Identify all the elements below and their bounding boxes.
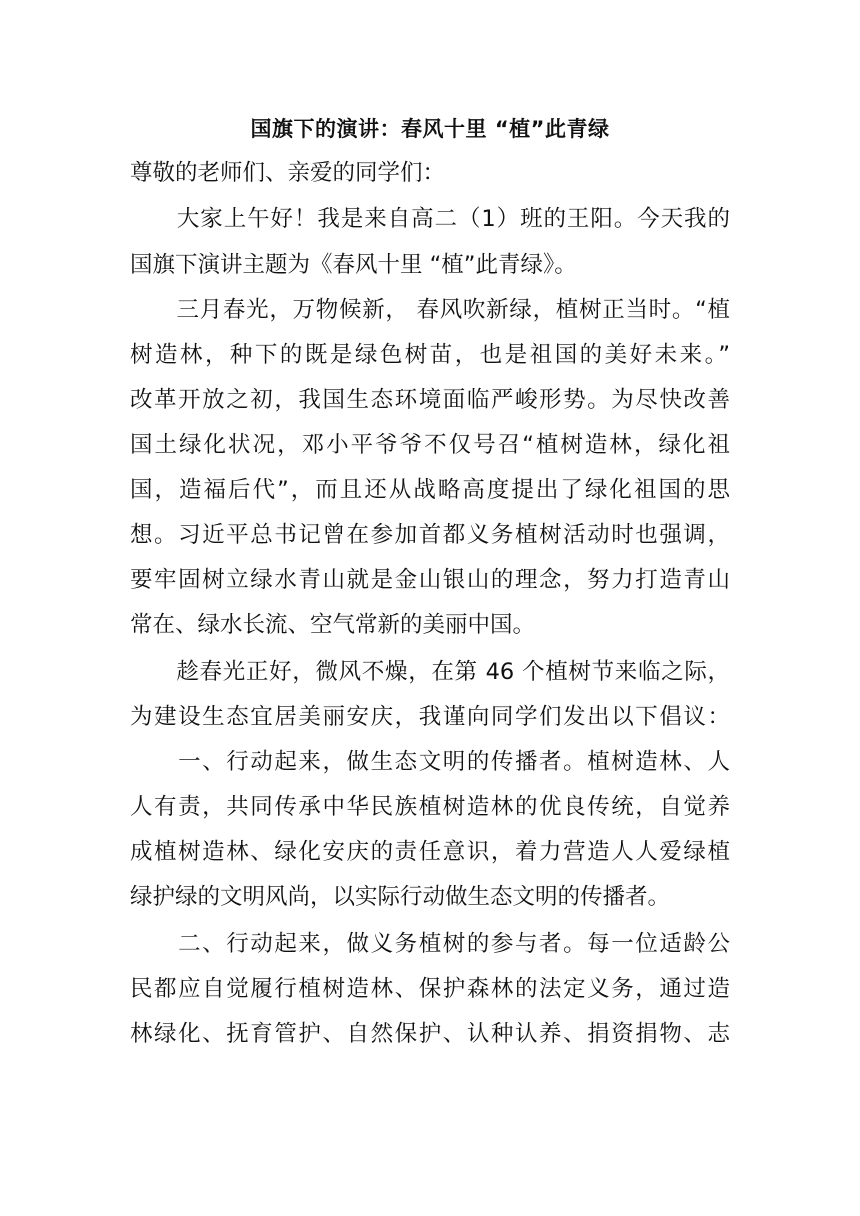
text-line: 国土绿化状况，邓小平爷爷不仅号召“植树造林，绿化祖: [130, 432, 730, 458]
document-title: 国旗下的演讲：春风十里 “植”此青绿: [250, 117, 610, 141]
text-line: 国，造福后代”，而且还从战略高度提出了绿化祖国的思: [130, 477, 730, 503]
text-line: 绿护绿的文明风尚，以实际行动做生态文明的传播者。: [130, 884, 671, 910]
text-line: 林绿化、抚育管护、自然保护、认种认养、捐资捐物、志: [130, 1021, 730, 1047]
text-line: 要牢固树立绿水青山就是金山银山的理念，努力打造青山: [130, 567, 730, 593]
text-line: 尊敬的老师们、亲爱的同学们：: [130, 160, 446, 186]
text-line: 树造林，种下的既是绿色树苗，也是祖国的美好未来。”: [130, 342, 730, 368]
text-line: 民都应自觉履行植树造林、保护森林的法定义务，通过造: [130, 976, 730, 1002]
text-line: 想。习近平总书记曾在参加首都义务植树活动时也强调，: [130, 522, 730, 548]
text-line: 人有责，共同传承中华民族植树造林的优良传统，自觉养: [130, 794, 730, 820]
text-line: 三月春光，万物候新， 春风吹新绿，植树正当时。“植: [130, 297, 730, 323]
text-line: 国旗下演讲主题为《春风十里 “植”此青绿》。: [130, 252, 577, 278]
text-line: 常在、绿水长流、空气常新的美丽中国。: [130, 612, 536, 638]
text-line: 二、行动起来，做义务植树的参与者。每一位适龄公: [130, 931, 730, 957]
text-line: 为建设生态宜居美丽安庆，我谨向同学们发出以下倡议：: [130, 704, 730, 730]
text-line: 一、行动起来，做生态文明的传播者。植树造林、人: [130, 749, 730, 775]
text-line: 大家上午好！我是来自高二（1）班的王阳。今天我的: [130, 206, 730, 232]
text-line: 趁春光正好，微风不燥，在第 46 个植树节来临之际，: [130, 659, 730, 685]
text-line: 成植树造林、绿化安庆的责任意识，着力营造人人爱绿植: [130, 839, 730, 865]
text-line: 改革开放之初，我国生态环境面临严峻形势。为尽快改善: [130, 387, 730, 413]
